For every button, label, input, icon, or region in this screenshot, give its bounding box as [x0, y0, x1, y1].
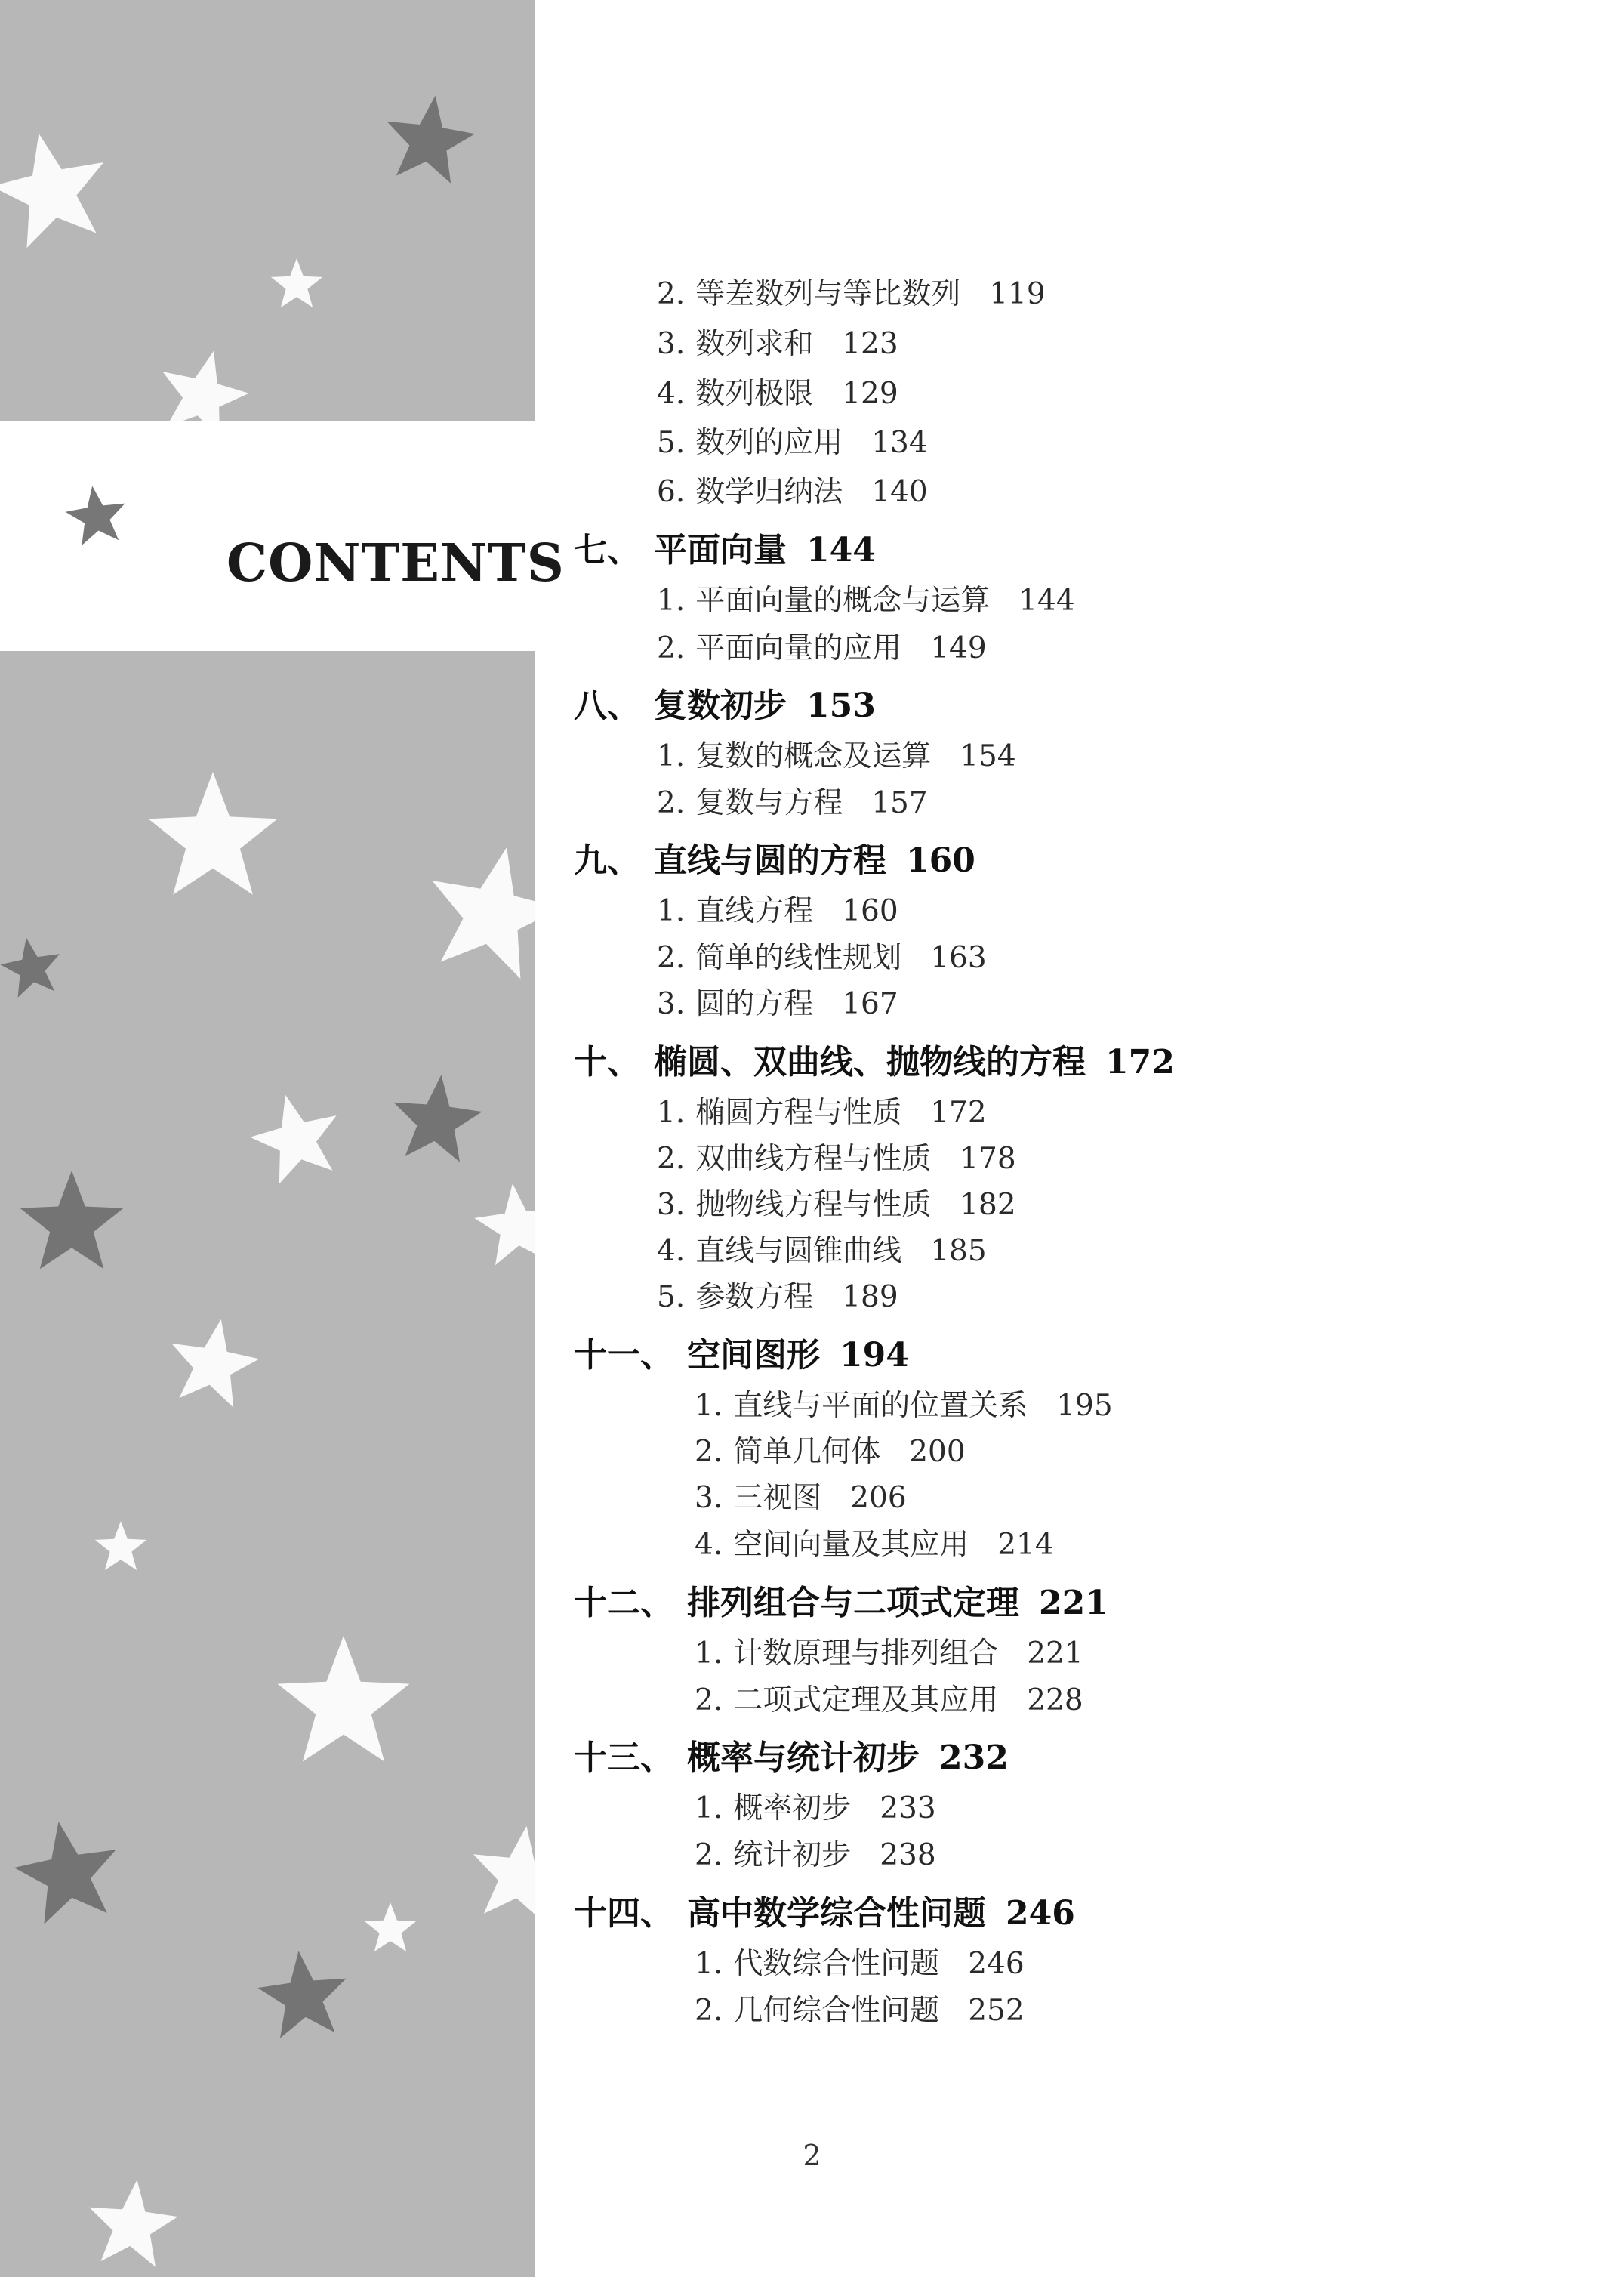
toc-entry-page: 149 [930, 631, 987, 665]
toc-entry-title: 双曲线方程与性质 [695, 1142, 932, 1176]
contents-heading: CONTENTS [226, 533, 565, 594]
toc-entry-title: 简单的线性规划 [695, 941, 902, 975]
light-star-icon [250, 1095, 336, 1184]
toc-entry-page: 206 [850, 1481, 907, 1515]
toc-entry-number: 4. [657, 377, 686, 411]
toc-entry-number: 4. [657, 1234, 686, 1268]
toc-entry-number: 2. [695, 1683, 723, 1717]
decorative-sidebar [0, 0, 565, 2277]
toc-entry-number: 3. [657, 987, 686, 1021]
toc-entry-page: 167 [842, 987, 898, 1021]
toc-entry-number: 2. [695, 1838, 723, 1872]
light-star-icon [95, 1521, 146, 1570]
toc-entry-title: 平面向量的应用 [695, 631, 902, 665]
dark-star-icon [393, 1075, 482, 1162]
toc-entry-number: 九、 [574, 841, 640, 880]
toc-entry-title: 复数的概念及运算 [695, 739, 932, 773]
toc-entry-number: 1. [695, 1389, 723, 1423]
toc-entry-page: 178 [960, 1142, 1016, 1176]
toc-entry-title: 概率与统计初步 [687, 1739, 920, 1777]
toc-entry-page: 154 [960, 739, 1016, 773]
toc-entry-page: 189 [842, 1280, 898, 1314]
toc-entry-number: 2. [657, 941, 686, 975]
toc-entry-title: 排列组合与二项式定理 [687, 1584, 1019, 1622]
toc-entry-title: 三视图 [733, 1481, 822, 1515]
toc-entry-number: 2. [657, 1142, 686, 1176]
toc-entry-number: 3. [657, 327, 686, 361]
dark-star-icon [387, 96, 475, 184]
toc-entry-title: 空间向量及其应用 [733, 1528, 969, 1562]
toc-entry-title: 空间图形 [687, 1336, 820, 1375]
light-star-icon [148, 772, 277, 895]
light-star-icon [473, 1826, 570, 1922]
toc-entry-number: 十四、 [574, 1894, 673, 1933]
toc-entry-title: 参数方程 [695, 1280, 814, 1314]
light-star-icon [89, 2180, 177, 2266]
toc-entry-page: 172 [1105, 1043, 1175, 1081]
toc-entry-page: 172 [930, 1096, 987, 1130]
toc-entry-number: 2. [657, 631, 686, 665]
toc-entry-page: 194 [840, 1336, 909, 1375]
toc-entry-number: 七、 [574, 531, 640, 569]
toc-entry-page: 200 [909, 1435, 966, 1469]
light-star-icon [474, 1183, 557, 1265]
toc-entry-page: 160 [842, 894, 898, 928]
toc-entry-title: 数列的应用 [695, 426, 843, 460]
toc-entry-number: 6. [657, 475, 686, 509]
toc-entry-title: 抛物线方程与性质 [695, 1188, 932, 1222]
toc-entry-title: 直线与平面的位置关系 [733, 1389, 1028, 1423]
toc-entry-title: 直线与圆的方程 [654, 841, 886, 880]
toc-entry-title: 数列极限 [695, 377, 814, 411]
toc-entry-title: 椭圆方程与性质 [695, 1096, 902, 1130]
toc-entry-number: 2. [695, 1435, 723, 1469]
toc-entry-title: 二项式定理及其应用 [733, 1683, 999, 1717]
toc-entry-title: 计数原理与排列组合 [733, 1637, 999, 1671]
toc-entry-page: 246 [968, 1947, 1025, 1981]
light-star-icon [432, 847, 561, 979]
toc-entry-number: 2. [657, 277, 686, 311]
toc-entry-page: 119 [989, 277, 1046, 311]
toc-entry-number: 1. [695, 1791, 723, 1825]
dark-star-icon [257, 1951, 346, 2038]
toc-entry-number: 1. [695, 1947, 723, 1981]
light-star-icon [278, 1636, 410, 1761]
toc-entry-number: 3. [657, 1188, 686, 1222]
dark-star-icon [66, 486, 125, 545]
toc-entry-title: 数学归纳法 [695, 475, 843, 509]
toc-entry-title: 直线方程 [695, 894, 814, 928]
toc-entry-number: 2. [695, 1994, 723, 2028]
toc-entry-number: 3. [695, 1481, 723, 1515]
dark-star-icon [0, 938, 60, 998]
toc-entry-page: 233 [880, 1791, 936, 1825]
toc-entry-title: 代数综合性问题 [733, 1947, 940, 1981]
toc-entry-page: 157 [871, 786, 928, 820]
toc-entry-title: 复数与方程 [695, 786, 843, 820]
toc-entry-page: 163 [930, 941, 987, 975]
toc-entry-number: 十、 [574, 1043, 640, 1081]
toc-entry-page: 228 [1027, 1683, 1083, 1717]
toc-entry-page: 246 [1006, 1894, 1075, 1933]
toc-entry-page: 252 [968, 1994, 1025, 2028]
dark-star-icon [20, 1171, 124, 1269]
toc-entry-number: 1. [657, 894, 686, 928]
toc-entry-title: 等差数列与等比数列 [695, 277, 961, 311]
toc-entry-page: 129 [842, 377, 898, 411]
toc-entry-title: 椭圆、双曲线、抛物线的方程 [654, 1043, 1086, 1081]
toc-entry-title: 简单几何体 [733, 1435, 881, 1469]
toc-entry-page: 153 [806, 686, 876, 725]
toc-entry-title: 平面向量的概念与运算 [695, 584, 991, 618]
toc-entry-page: 214 [997, 1528, 1054, 1562]
toc-entry-number: 1. [657, 584, 686, 618]
dark-star-icon [14, 1822, 116, 1924]
light-star-icon [171, 1319, 259, 1408]
toc-entry-page: 123 [842, 327, 898, 361]
toc-entry-page: 134 [871, 426, 928, 460]
light-star-icon [162, 351, 248, 440]
toc-entry-number: 5. [657, 426, 686, 460]
toc-entry-number: 4. [695, 1528, 723, 1562]
toc-entry-page: 221 [1039, 1584, 1108, 1622]
toc-entry-title: 统计初步 [733, 1838, 852, 1872]
toc-entry-number: 1. [657, 1096, 686, 1130]
toc-entry-number: 十三、 [574, 1739, 673, 1777]
toc-entry-title: 平面向量 [654, 531, 787, 569]
toc-entry-page: 160 [906, 841, 975, 880]
toc-entry-number: 1. [657, 739, 686, 773]
toc-entry-page: 182 [960, 1188, 1016, 1222]
toc-entry-page: 221 [1027, 1637, 1083, 1671]
toc-entry-number: 十二、 [574, 1584, 673, 1622]
star-decoration [0, 0, 574, 2277]
toc-entry-page: 144 [806, 531, 876, 569]
toc-entry-title: 圆的方程 [695, 987, 814, 1021]
toc-entry-page: 238 [880, 1838, 936, 1872]
toc-entry-number: 1. [695, 1637, 723, 1671]
toc-entry-title: 直线与圆锥曲线 [695, 1234, 902, 1268]
light-star-icon [365, 1902, 416, 1951]
toc-entry-title: 几何综合性问题 [733, 1994, 940, 2028]
toc-entry-number: 十一、 [574, 1336, 673, 1375]
toc-entry-page: 144 [1018, 584, 1075, 618]
toc-entry-title: 概率初步 [733, 1791, 852, 1825]
toc-entry-title: 复数初步 [654, 686, 787, 725]
toc-entry-page: 140 [871, 475, 928, 509]
page-number: 2 [803, 2139, 821, 2172]
toc-entry-page: 232 [939, 1739, 1009, 1777]
toc-entry-number: 2. [657, 786, 686, 820]
toc-entry-number: 八、 [574, 686, 640, 725]
toc-entry-title: 数列求和 [695, 327, 814, 361]
light-star-icon [0, 134, 103, 248]
toc-entry-title: 高中数学综合性问题 [687, 1894, 986, 1933]
toc-entry-page: 195 [1056, 1389, 1113, 1423]
toc-entry-page: 185 [930, 1234, 987, 1268]
light-star-icon [271, 258, 322, 307]
toc-entry-number: 5. [657, 1280, 686, 1314]
